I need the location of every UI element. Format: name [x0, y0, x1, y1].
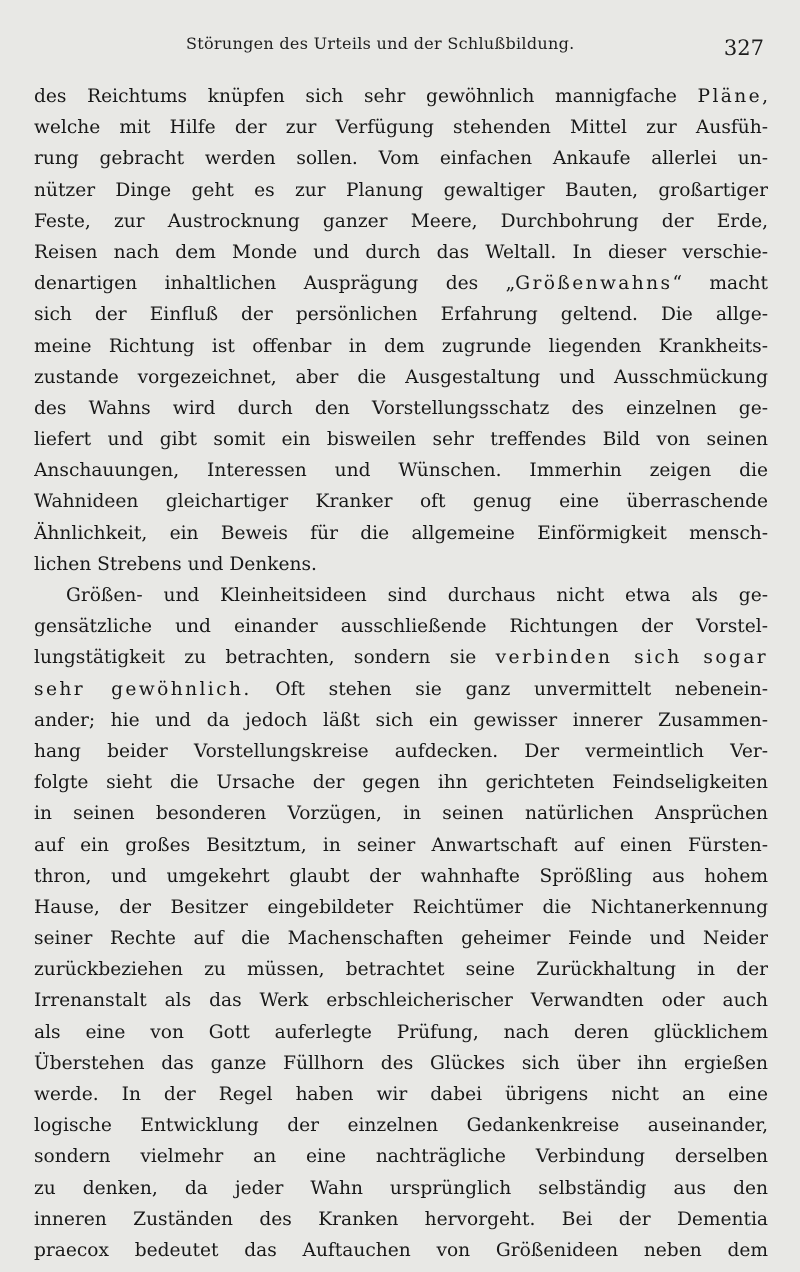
text-line: [34, 549, 768, 580]
line-text: des Reichtums knüpfen sich sehr gewöhnlich mannigfache: [34, 86, 698, 107]
text-line: [34, 923, 768, 954]
line-text: seiner Rechte auf die Machenschaften geheimer Feinde und Neider: [34, 928, 768, 950]
text-line: [34, 611, 768, 642]
text-line: [34, 892, 768, 923]
text-line: [34, 331, 768, 362]
line-text: auf ein großes Besitztum, in seiner Anwartschaft auf einen Fürsten-: [34, 834, 768, 856]
line-text: zu denken, da jeder Wahn ursprünglich selbständig aus den: [34, 1177, 768, 1199]
line-text: rung gebracht werden sollen. Vom einfachen Ankaufe allerlei un-: [34, 148, 768, 170]
body-text: [34, 81, 768, 1266]
line-text: ander; hie und da jedoch läßt sich ein gewisser innerer Zusammen-: [34, 709, 768, 731]
text-line: [34, 642, 768, 673]
text-line: [34, 455, 768, 486]
page-header: [34, 34, 768, 64]
line-text: als eine von Gott auferlegte Prüfung, nach deren glücklichem: [34, 1021, 768, 1043]
line-text: Reisen nach dem Monde und durch das Weltall. In dieser verschie-: [34, 241, 768, 263]
text-line: [34, 268, 768, 299]
line-text: werde. In der Regel haben wir dabei übrigens nicht an eine: [34, 1084, 768, 1105]
line-text: praecox bedeutet das Auftauchen von Größenideen neben dem: [34, 1239, 768, 1261]
line-text: Größen- und Kleinheitsideen sind durchaus nicht etwa als ge-: [66, 585, 768, 606]
text-line: [34, 798, 768, 829]
line-text: gensätzliche und einander ausschließende Richtungen der Vorstel-: [34, 616, 768, 638]
emphasized-text: verbinden sich sogar: [495, 647, 768, 669]
line-text: Ähnlichkeit, ein Beweis für die allgemeine Einförmigkeit mensch-: [34, 522, 768, 544]
text-line: [34, 705, 768, 736]
text-line: [34, 1235, 768, 1266]
line-text: Feste, zur Austrocknung ganzer Meere, Durchbohrung der Erde,: [34, 210, 768, 232]
line-text: Wahnideen gleichartiger Kranker oft genug eine überraschende: [34, 491, 768, 513]
text-line: [34, 237, 768, 268]
text-line: [34, 1017, 768, 1048]
line-text: sich der Einfluß der persönlichen Erfahrung geltend. Die allge-: [34, 304, 768, 326]
line-text: inneren Zuständen des Kranken hervorgeht. Bei der Dementia: [34, 1208, 768, 1230]
line-text: zurückbeziehen zu müssen, betrachtet seine Zurückhaltung in der: [34, 959, 768, 981]
emphasized-text: sehr gewöhnlich.: [34, 678, 252, 700]
line-text: meine Richtung ist offenbar in dem zugrunde liegenden Krankheits-: [34, 335, 768, 357]
text-line: [34, 112, 768, 143]
text-line: [34, 954, 768, 985]
line-text: logische Entwicklung der einzelnen Gedankenkreise auseinander,: [34, 1115, 768, 1137]
text-line: [34, 861, 768, 892]
line-text: Hause, der Besitzer eingebildeter Reichtümer die Nichtanerkennung: [34, 896, 768, 918]
text-line: [34, 580, 768, 611]
line-text: des Wahns wird durch den Vorstellungsschatz des einzelnen ge-: [34, 397, 768, 419]
line-text: ,: [762, 86, 768, 107]
text-line: [34, 767, 768, 798]
line-text: Irrenanstalt als das Werk erbschleicherischer Verwandten oder auch: [34, 990, 768, 1012]
text-line: [34, 1141, 768, 1172]
line-text: Oft stehen sie ganz unvermittelt nebenein-: [251, 678, 768, 700]
line-text: lungstätigkeit zu betrachten, sondern sie: [34, 647, 496, 669]
page-number: 327: [723, 36, 764, 60]
text-line: [34, 206, 768, 237]
text-line: [34, 393, 768, 424]
text-line: [34, 143, 768, 174]
text-line: [34, 1079, 768, 1110]
line-text: liefert und gibt somit ein bisweilen sehr treffendes Bild von seinen: [34, 429, 768, 451]
line-text: in seinen besonderen Vorzügen, in seinen natürlichen Ansprüchen: [34, 803, 768, 825]
text-line: [34, 518, 768, 549]
line-text: Überstehen das ganze Füllhorn des Glückes sich über ihn ergießen: [34, 1052, 768, 1074]
emphasized-text: Pläne: [697, 86, 763, 107]
text-line: [34, 1204, 768, 1235]
line-text: welche mit Hilfe der zur Verfügung stehenden Mittel zur Ausfüh-: [34, 117, 768, 139]
text-line: [34, 674, 768, 705]
text-line: [34, 1048, 768, 1079]
text-line: [34, 424, 768, 455]
emphasized-text: Größenwahns: [515, 273, 673, 295]
line-text: hang beider Vorstellungskreise aufdecken. Der vermeintlich Ver-: [34, 740, 768, 762]
text-line: [34, 1173, 768, 1204]
line-text: sondern vielmehr an eine nachträgliche Verbindung derselben: [34, 1146, 768, 1168]
line-text: nützer Dinge geht es zur Planung gewaltiger Bauten, großartiger: [34, 179, 768, 201]
line-text: zustande vorgezeichnet, aber die Ausgestaltung und Ausschmückung: [34, 366, 768, 388]
text-line: [34, 1110, 768, 1141]
line-text: “ macht: [672, 273, 768, 295]
text-line: [34, 985, 768, 1016]
text-line: [34, 362, 768, 393]
line-text: lichen Strebens und Denkens.: [34, 553, 317, 575]
line-text: denartigen inhaltlichen Ausprägung des „: [34, 273, 516, 295]
text-line: [34, 736, 768, 767]
running-head: Störungen des Urteils und der Schlußbildung.: [186, 34, 575, 53]
text-line: [34, 81, 768, 112]
line-text: thron, und umgekehrt glaubt der wahnhafte Sprößling aus hohem: [34, 865, 768, 887]
text-line: [34, 299, 768, 330]
text-line: [34, 830, 768, 861]
text-line: [34, 175, 768, 206]
line-text: folgte sieht die Ursache der gegen ihn gerichteten Feindseligkeiten: [34, 772, 768, 794]
line-text: Anschauungen, Interessen und Wünschen. Immerhin zeigen die: [34, 460, 768, 482]
text-line: [34, 486, 768, 517]
